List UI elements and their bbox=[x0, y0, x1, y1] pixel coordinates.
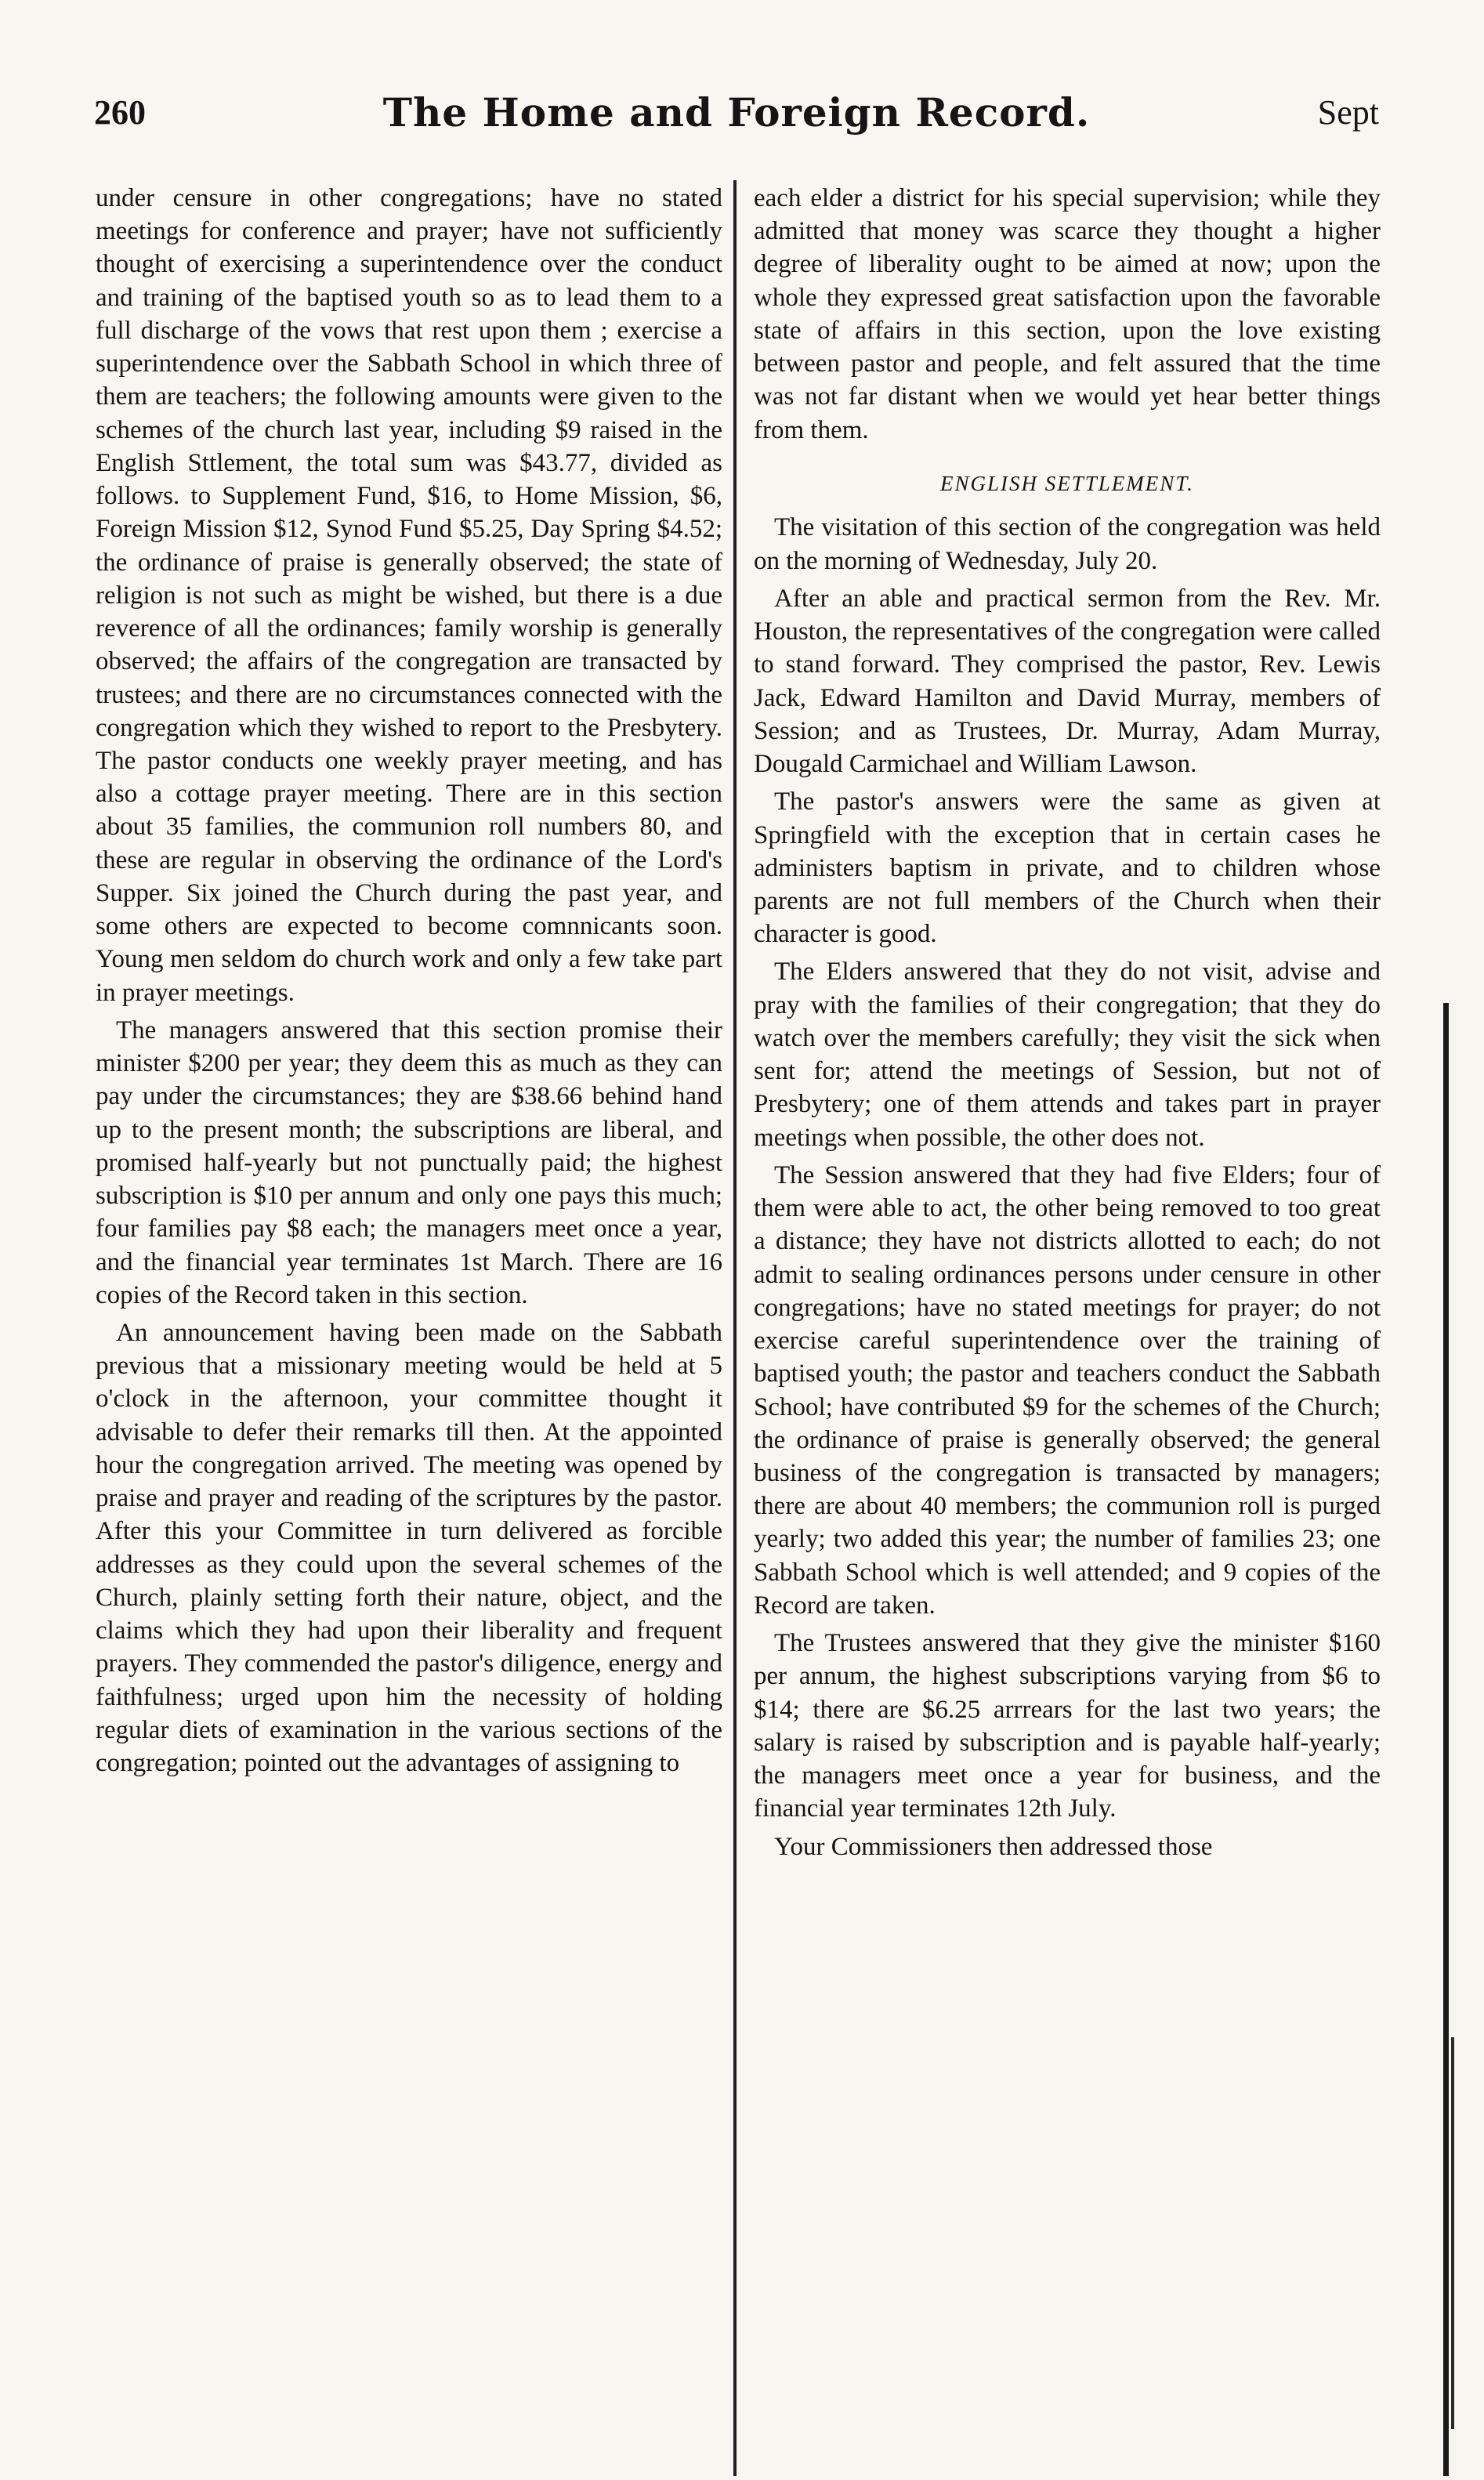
running-month: Sept bbox=[1317, 93, 1379, 132]
paragraph: The managers answered that this section promise their minister $200 per year; they deem this as much as they can pay under the circumstances; they are $38.66 behind hand up to the present month; the subscriptions are liberal, and promised half-yearly but not punctually paid; the highest subscription is $10 per annum and only one pays this much; four families pay $8 each; the managers meet once a year, and the financial year terminates 1st March. There are 16 copies of the Record taken in this section. bbox=[96, 1016, 722, 1309]
paragraph: After an able and practical sermon from the Rev. Mr. Houston, the representatives of the congregation were called to stand forward. They comprised the pastor, Rev. Lewis Jack, Edward Hamilton and David Murray, members of Session; and as Trustees, Dr. Murray, Adam Murray, Dougald Carmichael and William Lawson. bbox=[754, 584, 1381, 779]
running-title: The Home and Foreign Record. bbox=[382, 89, 1091, 136]
paragraph: each elder a district for his special supervision; while they admitted that money was scarce they thought a higher degree of liberality ought to be aimed at now; upon the whole they expressed great satisfaction upon the favorable state of affairs in this section, upon the love existing between pastor and people, and felt assured that the time was not far distant when we would yet hear better things from them. bbox=[754, 184, 1381, 444]
page-header bbox=[94, 89, 1379, 155]
paragraph: The visitation of this section of the congregation was held on the morning of Wednesday, July 20. bbox=[754, 513, 1381, 575]
right-column bbox=[754, 182, 1381, 1863]
paragraph: Your Commissioners then addressed those bbox=[774, 1832, 1213, 1861]
column-rule bbox=[733, 180, 737, 2476]
scan-edge-mark bbox=[1451, 2037, 1454, 2429]
paragraph: The Session answered that they had five Elders; four of them were able to act, the other being removed to too great a distance; they have not districts allotted to each; do not admit to sealing ordinances persons under censure in other congregations; have no stated meetings for prayer; do not exercise careful superintendence over the training of baptised youth; the pastor and teachers conduct the Sabbath School; have contributed $9 for the schemes of the Church; the ordinance of praise is generally observed; the general business of the congregation is transacted by managers; there are about 40 members; the communion roll is purged yearly; two added this year; the number of families 23; one Sabbath School which is well attended; and 9 copies of the Record are taken. bbox=[754, 1160, 1381, 1620]
scan-edge-mark bbox=[1443, 1003, 1449, 2476]
paragraph: under censure in other congregations; have no stated meetings for conference and prayer; have not sufficiently thought of exercising a superintendence over the conduct and training of the baptised youth so as to lead them to a full discharge of the vows that rest upon them ; exercise a superintendence over the Sabbath School in which three of them are teachers; the following amounts were given to the schemes of the church last year, including $9 raised in the English Sttlement, the total sum was $43.77, divided as follows. to Supplement Fund, $16, to Home Mission, $6, Foreign Mission $12, Synod Fund $5.25, Day Spring $4.52; the ordinance of praise is generally observed; the state of religion is not such as might be wished, but there is a due reverence of all the ordinances; family worship is generally observed; the affairs of the congregation are transacted by trustees; and there are no circumstances connected with the congregation which they wished to report to the Presbytery. The pastor conducts one weekly prayer meeting, and has also a cottage prayer meeting. There are in this section about 35 families, the communion roll numbers 80, and these are regular in observing the ordinance of the Lord's Supper. Six joined the Church during the past year, and some others are expected to become comnnicants soon. Young men seldom do church work and only a few take part in prayer meetings. bbox=[96, 184, 722, 1007]
paragraph: An announcement having been made on the Sabbath previous that a missionary meeting would be held at 5 o'clock in the afternoon, your committee thought it advisable to defer their remarks till then. At the appointed hour the congregation arrived. The meeting was opened by praise and prayer and reading of the scriptures by the pastor. After this your Committee in turn delivered as forcible addresses as they could upon the several schemes of the Church, plainly setting forth their nature, object, and the claims which they had upon their liberality and frequent prayers. They commended the pastor's diligence, energy and faithfulness; urged upon him the necessity of holding regular diets of examination in the various sections of the congregation; pointed out the advantages of assigning to bbox=[96, 1318, 722, 1778]
left-column bbox=[96, 182, 722, 1779]
paragraph: The Elders answered that they do not visit, advise and pray with the families of their congregation; that they do watch over the members carefully; they visit the sick when sent for; attend the meetings of Session, but not of Presbytery; one of them attends and takes part in prayer meetings when possible, the other does not. bbox=[754, 958, 1381, 1152]
paragraph: The pastor's answers were the same as given at Springfield with the exception that in certain cases he administers baptism in private, and to children whose parents are not full members of the Church when their character is good. bbox=[754, 787, 1381, 949]
section-heading: ENGLISH SETTLEMENT. bbox=[939, 471, 1195, 495]
page-number: 260 bbox=[94, 93, 146, 132]
paragraph: The Trustees answered that they give the minister $160 per annum, the highest subscriptions varying from $6 to $14; there are $6.25 arrrears for the last two years; the salary is raised by subscription and is payable half-yearly; the managers meet once a year for business, and the financial year terminates 12th July. bbox=[754, 1629, 1381, 1823]
